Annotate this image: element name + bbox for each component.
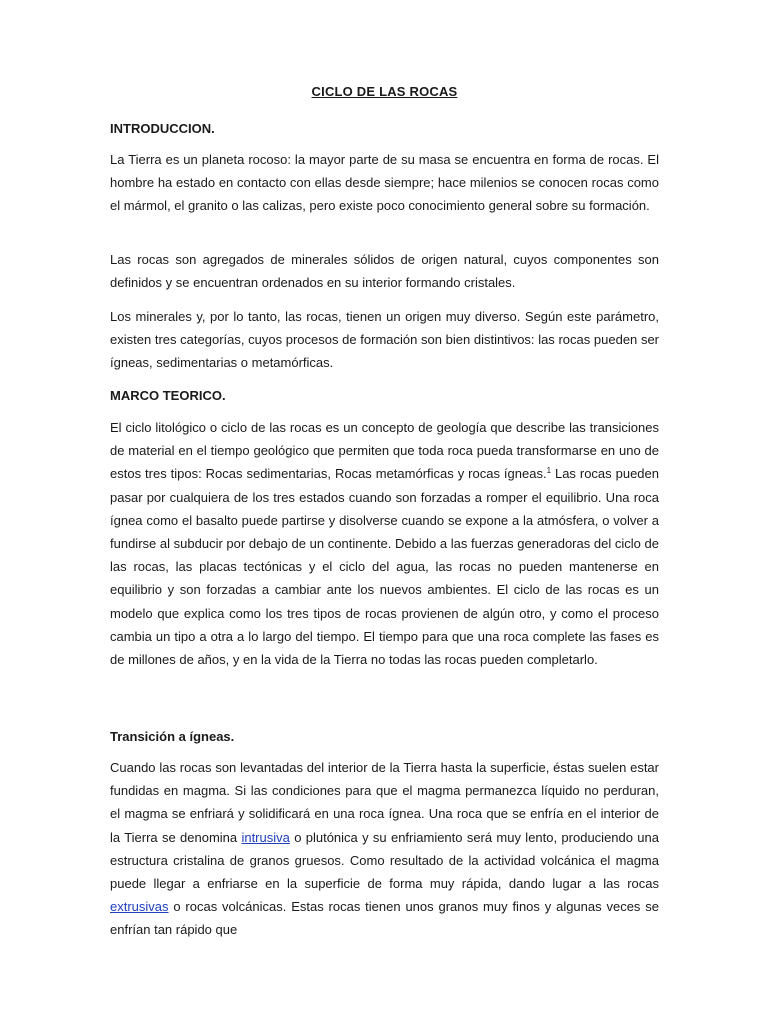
paragraph-intro-1: La Tierra es un planeta rocoso: la mayor parte de su masa se encuentra en forma de rocas. El hombre ha estado en contacto con ellas desde siempre; hace milenios se conocen rocas como el mármol, el granito o las calizas, pero existe poco conocimiento general sobre su formación.	[110, 152, 659, 214]
paragraph-igneas-1-text-c: o rocas volcánicas. Estas rocas tienen unos granos muy finos y algunas veces se enfrían tan rápido que	[110, 899, 659, 938]
paragraph-marco-1-text-a: El ciclo litológico o ciclo de las rocas es un concepto de geología que describe las transiciones de material en el tiempo geológico que permiten que toda roca pueda transformarse en uno de estos tres tipos: Rocas sedimentarias, Rocas metamórficas y rocas ígneas.	[110, 420, 659, 482]
link-intrusiva[interactable]: intrusiva	[241, 829, 290, 845]
document-page	[110, 0, 659, 1024]
paragraph-igneas-1	[110, 756, 659, 942]
paragraph-igneas-1-text-a: Cuando las rocas son levantadas del interior de la Tierra hasta la superficie, éstas suelen estar fundidas en magma. Si las condiciones para que el magma permanezca líquido no perduran, el magma se enfriará y solidificará en una roca ígnea. Una roca que se enfría en el interior de la Tierra se denomina	[110, 760, 659, 845]
heading-introduccion: INTRODUCCION.	[110, 121, 215, 136]
paragraph-marco-1-text-b: Las rocas pueden pasar por cualquiera de los tres estados cuando son forzadas a romper el equilibrio. Una roca ígnea como el basalto puede partirse y disolverse cuando se expone a la atmósfera, o volver a fundirse al subducir por debajo de un continente. Debido a las fuerzas generadoras del ciclo de las rocas, las placas tectónicas y el ciclo del agua, las rocas no pueden mantenerse en equilibrio y son forzadas a cambiar ante los nuevos ambientes. El ciclo de las rocas es un modelo que explica como los tres tipos de rocas provienen de algún otro, y como el proceso cambia un tipo a otra a lo largo del tiempo. El tiempo para que una roca complete las fases es de millones de años, y en la vida de la Tierra no todas las rocas pueden completarlo.	[110, 466, 659, 668]
paragraph-igneas-1-text-b: o plutónica y su enfriamiento será muy lento, produciendo una estructura cristalina de granos gruesos. Como resultado de la actividad volcánica el magma puede llegar a enfriarse en la superficie de forma muy rápida, dando lugar a las rocas	[110, 829, 659, 892]
paragraph-intro-2: Las rocas son agregados de minerales sólidos de origen natural, cuyos componentes son definidos y se encuentran ordenados en su interior formando cristales.	[110, 252, 659, 291]
document-title: CICLO DE LAS ROCAS	[311, 84, 458, 99]
footnote-ref[interactable]: 1	[546, 466, 552, 476]
heading-transicion-igneas: Transición a ígneas.	[110, 729, 235, 744]
link-extrusivas[interactable]: extrusivas	[110, 899, 169, 915]
paragraph-intro-3: Los minerales y, por lo tanto, las rocas, tienen un origen muy diverso. Según este parámetro, existen tres categorías, cuyos procesos de formación son bien distintivos: las rocas pueden ser ígneas, sedimentarias o metamórficas.	[110, 309, 659, 371]
heading-marco-teorico: MARCO TEORICO.	[110, 388, 226, 403]
paragraph-marco-1	[110, 416, 659, 671]
